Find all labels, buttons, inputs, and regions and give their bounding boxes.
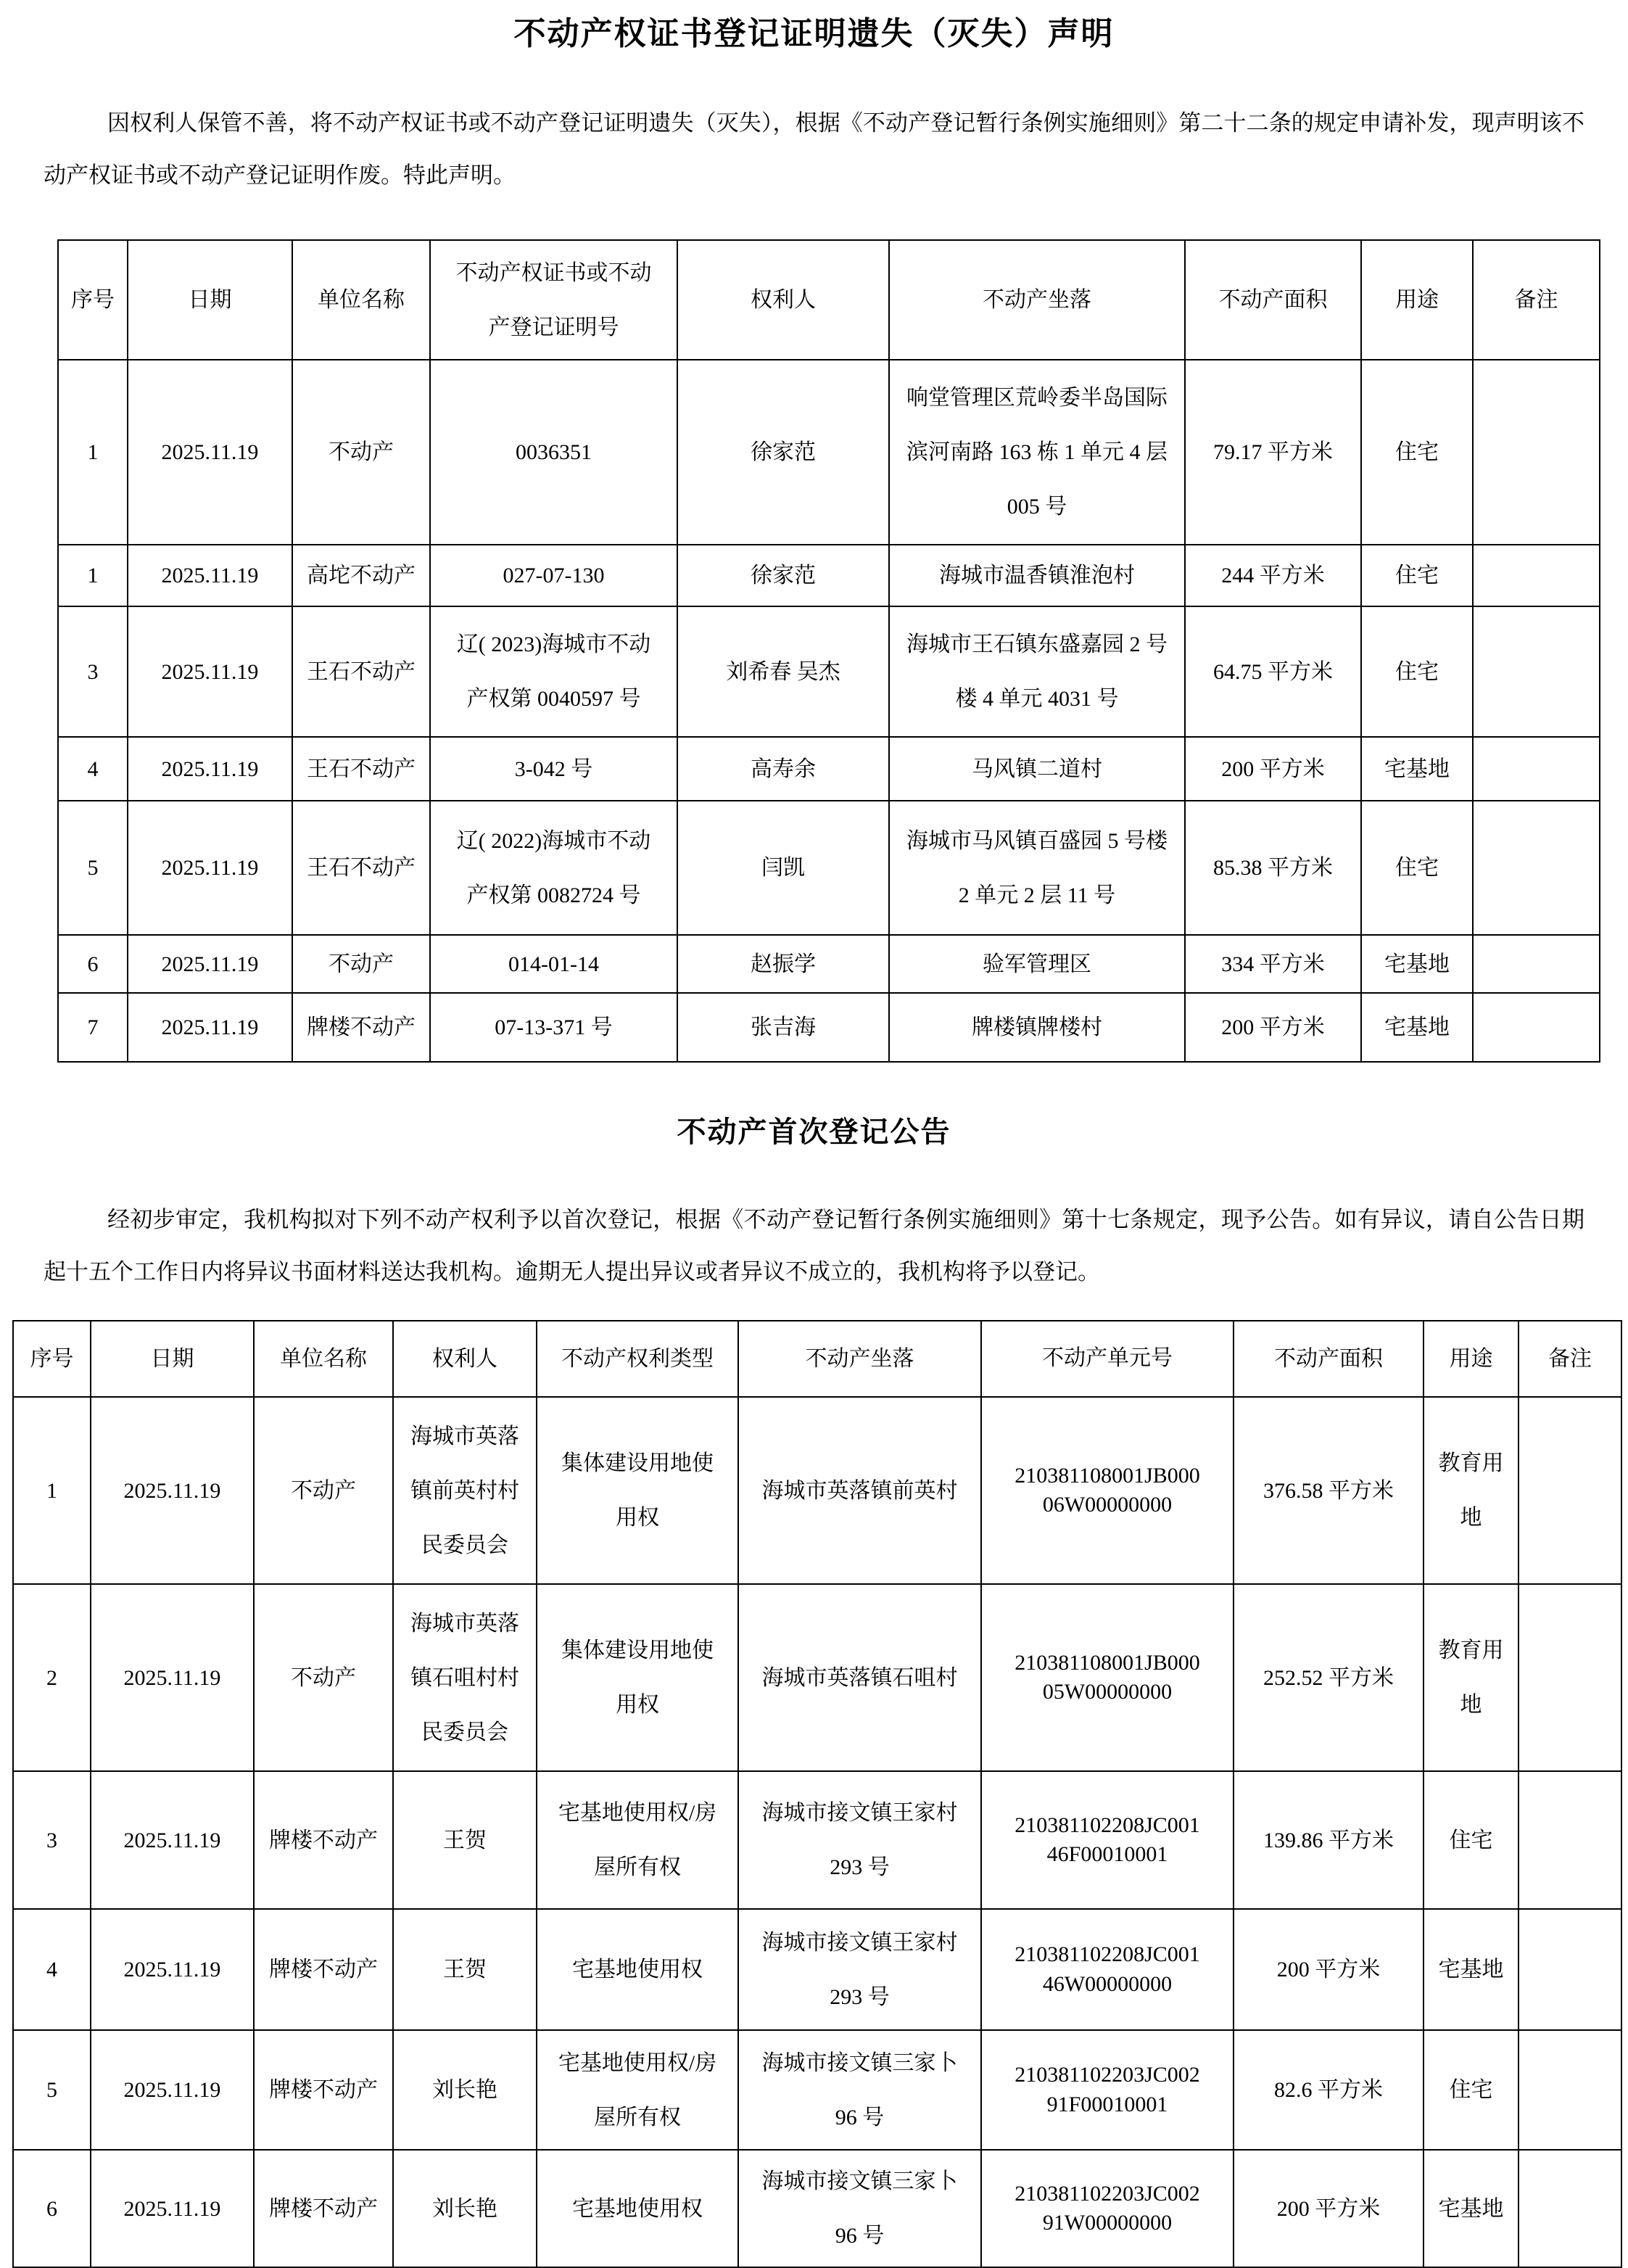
column-header-property-area: 不动产面积 xyxy=(1234,1321,1424,1397)
cell-unit-name: 不动产 xyxy=(254,1397,393,1584)
loss-statement-table-header xyxy=(58,240,1600,360)
cell-remark xyxy=(1473,801,1600,935)
cell-property-unit-number: 210381108001JB00005W00000000 xyxy=(981,1584,1234,1771)
cell-property-area: 200 平方米 xyxy=(1185,737,1361,801)
loss-statement-title: 不动产权证书登记证明遗失（灭失）声明 xyxy=(513,16,1115,51)
cell-property-location: 马风镇二道村 xyxy=(889,737,1185,801)
cell-date: 2025.11.19 xyxy=(91,1771,254,1909)
cell-usage: 住宅 xyxy=(1361,545,1473,606)
cell-right-holder: 闫凯 xyxy=(677,801,889,935)
column-header-date: 日期 xyxy=(91,1321,254,1397)
cell-date: 2025.11.19 xyxy=(128,737,292,801)
cell-property-location: 海城市接文镇三家卜 96 号 xyxy=(738,2030,981,2150)
cell-unit-name: 不动产 xyxy=(254,1584,393,1771)
cell-remark xyxy=(1473,993,1600,1062)
cell-property-location: 海城市英落镇前英村 xyxy=(738,1397,981,1584)
cell-certificate-number: 3-042 号 xyxy=(430,737,677,801)
column-header-property-unit-number: 不动产单元号 xyxy=(981,1321,1234,1397)
cell-right-type: 宅基地使用权 xyxy=(537,2150,738,2267)
cell-unit-name: 不动产 xyxy=(292,360,430,545)
column-header-right-type: 不动产权利类型 xyxy=(537,1321,738,1397)
cell-right-holder: 刘长艳 xyxy=(393,2150,537,2267)
cell-serial: 1 xyxy=(58,360,128,545)
column-header-property-location: 不动产坐落 xyxy=(889,240,1185,360)
cell-right-holder: 海城市英落镇石咀村村民委员会 xyxy=(393,1584,537,1771)
cell-date: 2025.11.19 xyxy=(128,993,292,1062)
table-row xyxy=(13,1584,1621,1771)
cell-property-area: 200 平方米 xyxy=(1234,1909,1424,2030)
loss-statement-table-body xyxy=(58,360,1600,1062)
cell-date: 2025.11.19 xyxy=(128,545,292,606)
cell-serial: 4 xyxy=(58,737,128,801)
cell-remark xyxy=(1473,545,1600,606)
cell-date: 2025.11.19 xyxy=(91,2150,254,2267)
cell-date: 2025.11.19 xyxy=(128,360,292,545)
cell-certificate-number: 辽( 2022)海城市不动产权第 0082724 号 xyxy=(430,801,677,935)
cell-property-location: 海城市接文镇王家村 293 号 xyxy=(738,1771,981,1909)
cell-serial: 5 xyxy=(58,801,128,935)
cell-property-area: 139.86 平方米 xyxy=(1234,1771,1424,1909)
table-row xyxy=(13,1397,1621,1584)
first-registration-paragraph: 经初步审定，我机构拟对下列不动产权利予以首次登记，根据《不动产登记暂行条例实施细则》第十七条规定，现予公告。如有异议，请自公告日期起十五个工作日内将异议书面材料送达我机构。逾期无人提出异议或者异议不成立的，我机构将予以登记。 xyxy=(44,1207,1584,1284)
table-row xyxy=(58,545,1600,606)
cell-property-area: 200 平方米 xyxy=(1234,2150,1424,2267)
column-header-certificate-number: 不动产权证书或不动产登记证明号 xyxy=(430,240,677,360)
cell-property-area: 252.52 平方米 xyxy=(1234,1584,1424,1771)
cell-date: 2025.11.19 xyxy=(128,606,292,737)
column-header-right-holder: 权利人 xyxy=(393,1321,537,1397)
cell-usage: 住宅 xyxy=(1361,801,1473,935)
cell-property-area: 79.17 平方米 xyxy=(1185,360,1361,545)
cell-right-type: 宅基地使用权/房屋所有权 xyxy=(537,1771,738,1909)
cell-usage: 宅基地 xyxy=(1361,935,1473,993)
column-header-remark: 备注 xyxy=(1473,240,1600,360)
cell-remark xyxy=(1473,737,1600,801)
cell-date: 2025.11.19 xyxy=(91,1397,254,1584)
column-header-unit-name: 单位名称 xyxy=(254,1321,393,1397)
cell-serial: 3 xyxy=(58,606,128,737)
cell-certificate-number: 辽( 2023)海城市不动产权第 0040597 号 xyxy=(430,606,677,737)
cell-unit-name: 牌楼不动产 xyxy=(254,2030,393,2150)
cell-serial: 7 xyxy=(58,993,128,1062)
cell-unit-name: 不动产 xyxy=(292,935,430,993)
cell-property-unit-number: 210381102208JC00146W00000000 xyxy=(981,1909,1234,2030)
loss-statement-table xyxy=(57,239,1600,1063)
cell-right-type: 集体建设用地使用权 xyxy=(537,1584,738,1771)
cell-remark xyxy=(1518,2030,1621,2150)
cell-right-holder: 刘长艳 xyxy=(393,2030,537,2150)
cell-usage: 住宅 xyxy=(1361,606,1473,737)
cell-date: 2025.11.19 xyxy=(91,1909,254,2030)
cell-right-holder: 徐家范 xyxy=(677,360,889,545)
cell-right-type: 宅基地使用权/房屋所有权 xyxy=(537,2030,738,2150)
header-row xyxy=(58,240,1600,360)
column-header-serial: 序号 xyxy=(13,1321,91,1397)
cell-usage: 教育用地 xyxy=(1424,1397,1518,1584)
cell-date: 2025.11.19 xyxy=(128,935,292,993)
column-header-remark: 备注 xyxy=(1518,1321,1621,1397)
cell-unit-name: 牌楼不动产 xyxy=(254,1771,393,1909)
cell-right-holder: 刘希春 吴杰 xyxy=(677,606,889,737)
first-registration-table xyxy=(12,1320,1622,2268)
cell-unit-name: 高坨不动产 xyxy=(292,545,430,606)
cell-remark xyxy=(1473,360,1600,545)
cell-remark xyxy=(1518,1397,1621,1584)
cell-property-area: 376.58 平方米 xyxy=(1234,1397,1424,1584)
cell-serial: 1 xyxy=(58,545,128,606)
cell-property-area: 85.38 平方米 xyxy=(1185,801,1361,935)
cell-usage: 宅基地 xyxy=(1361,737,1473,801)
cell-usage: 宅基地 xyxy=(1361,993,1473,1062)
cell-serial: 6 xyxy=(13,2150,91,2267)
header-row xyxy=(13,1321,1621,1397)
column-header-unit-name: 单位名称 xyxy=(292,240,430,360)
cell-usage: 住宅 xyxy=(1424,2030,1518,2150)
cell-unit-name: 牌楼不动产 xyxy=(254,1909,393,2030)
first-registration-table-body xyxy=(13,1397,1621,2267)
table-row xyxy=(13,1771,1621,1909)
cell-unit-name: 牌楼不动产 xyxy=(254,2150,393,2267)
cell-right-type: 宅基地使用权 xyxy=(537,1909,738,2030)
first-registration-title: 不动产首次登记公告 xyxy=(677,1116,951,1148)
table-row xyxy=(58,737,1600,801)
column-header-property-area: 不动产面积 xyxy=(1185,240,1361,360)
cell-right-holder: 徐家范 xyxy=(677,545,889,606)
cell-property-unit-number: 210381108001JB00006W00000000 xyxy=(981,1397,1234,1584)
cell-property-location: 海城市接文镇三家卜 96 号 xyxy=(738,2150,981,2267)
cell-remark xyxy=(1518,1909,1621,2030)
cell-serial: 5 xyxy=(13,2030,91,2150)
cell-date: 2025.11.19 xyxy=(91,1584,254,1771)
cell-property-area: 200 平方米 xyxy=(1185,993,1361,1062)
table-row xyxy=(13,2030,1621,2150)
cell-remark xyxy=(1518,1771,1621,1909)
cell-right-holder: 海城市英落镇前英村村民委员会 xyxy=(393,1397,537,1584)
cell-serial: 6 xyxy=(58,935,128,993)
cell-property-area: 82.6 平方米 xyxy=(1234,2030,1424,2150)
cell-property-location: 响堂管理区荒岭委半岛国际滨河南路 163 栋 1 单元 4 层 005 号 xyxy=(889,360,1185,545)
cell-property-location: 海城市英落镇石咀村 xyxy=(738,1584,981,1771)
cell-date: 2025.11.19 xyxy=(91,2030,254,2150)
cell-certificate-number: 027-07-130 xyxy=(430,545,677,606)
cell-serial: 1 xyxy=(13,1397,91,1584)
column-header-usage: 用途 xyxy=(1424,1321,1518,1397)
loss-statement-paragraph: 因权利人保管不善，将不动产权证书或不动产登记证明遗失（灭失），根据《不动产登记暂行条例实施细则》第二十二条的规定申请补发，现声明该不动产权证书或不动产登记证明作废。特此声明。 xyxy=(44,110,1584,188)
cell-unit-name: 牌楼不动产 xyxy=(292,993,430,1062)
cell-serial: 4 xyxy=(13,1909,91,2030)
cell-right-type: 集体建设用地使用权 xyxy=(537,1397,738,1584)
cell-usage: 宅基地 xyxy=(1424,2150,1518,2267)
cell-certificate-number: 07-13-371 号 xyxy=(430,993,677,1062)
table-row xyxy=(58,801,1600,935)
table-row xyxy=(13,1909,1621,2030)
cell-property-location: 牌楼镇牌楼村 xyxy=(889,993,1185,1062)
cell-property-location: 海城市王石镇东盛嘉园 2 号楼 4 单元 4031 号 xyxy=(889,606,1185,737)
cell-serial: 2 xyxy=(13,1584,91,1771)
cell-right-holder: 张吉海 xyxy=(677,993,889,1062)
cell-unit-name: 王石不动产 xyxy=(292,801,430,935)
cell-certificate-number: 0036351 xyxy=(430,360,677,545)
cell-right-holder: 高寿余 xyxy=(677,737,889,801)
cell-unit-name: 王石不动产 xyxy=(292,606,430,737)
column-header-right-holder: 权利人 xyxy=(677,240,889,360)
cell-remark xyxy=(1518,2150,1621,2267)
table-row xyxy=(58,993,1600,1062)
cell-property-location: 海城市温香镇淮泡村 xyxy=(889,545,1185,606)
first-registration-table-header xyxy=(13,1321,1621,1397)
cell-property-area: 244 平方米 xyxy=(1185,545,1361,606)
cell-right-holder: 王贺 xyxy=(393,1771,537,1909)
table-row xyxy=(58,606,1600,737)
cell-right-holder: 王贺 xyxy=(393,1909,537,2030)
cell-date: 2025.11.19 xyxy=(128,801,292,935)
cell-usage: 住宅 xyxy=(1361,360,1473,545)
cell-property-location: 海城市接文镇王家村 293 号 xyxy=(738,1909,981,2030)
column-header-usage: 用途 xyxy=(1361,240,1473,360)
cell-serial: 3 xyxy=(13,1771,91,1909)
cell-usage: 教育用地 xyxy=(1424,1584,1518,1771)
column-header-date: 日期 xyxy=(128,240,292,360)
cell-remark xyxy=(1518,1584,1621,1771)
cell-property-unit-number: 210381102203JC00291F00010001 xyxy=(981,2030,1234,2150)
cell-property-location: 海城市马风镇百盛园 5 号楼 2 单元 2 层 11 号 xyxy=(889,801,1185,935)
table-row xyxy=(13,2150,1621,2267)
cell-usage: 宅基地 xyxy=(1424,1909,1518,2030)
cell-certificate-number: 014-01-14 xyxy=(430,935,677,993)
cell-property-location: 验军管理区 xyxy=(889,935,1185,993)
cell-remark xyxy=(1473,935,1600,993)
cell-remark xyxy=(1473,606,1600,737)
cell-property-area: 64.75 平方米 xyxy=(1185,606,1361,737)
table-row xyxy=(58,935,1600,993)
column-header-property-location: 不动产坐落 xyxy=(738,1321,981,1397)
cell-property-unit-number: 210381102203JC00291W00000000 xyxy=(981,2150,1234,2267)
cell-unit-name: 王石不动产 xyxy=(292,737,430,801)
cell-property-unit-number: 210381102208JC00146F00010001 xyxy=(981,1771,1234,1909)
cell-property-area: 334 平方米 xyxy=(1185,935,1361,993)
column-header-serial: 序号 xyxy=(58,240,128,360)
cell-usage: 住宅 xyxy=(1424,1771,1518,1909)
table-row xyxy=(58,360,1600,545)
cell-right-holder: 赵振学 xyxy=(677,935,889,993)
